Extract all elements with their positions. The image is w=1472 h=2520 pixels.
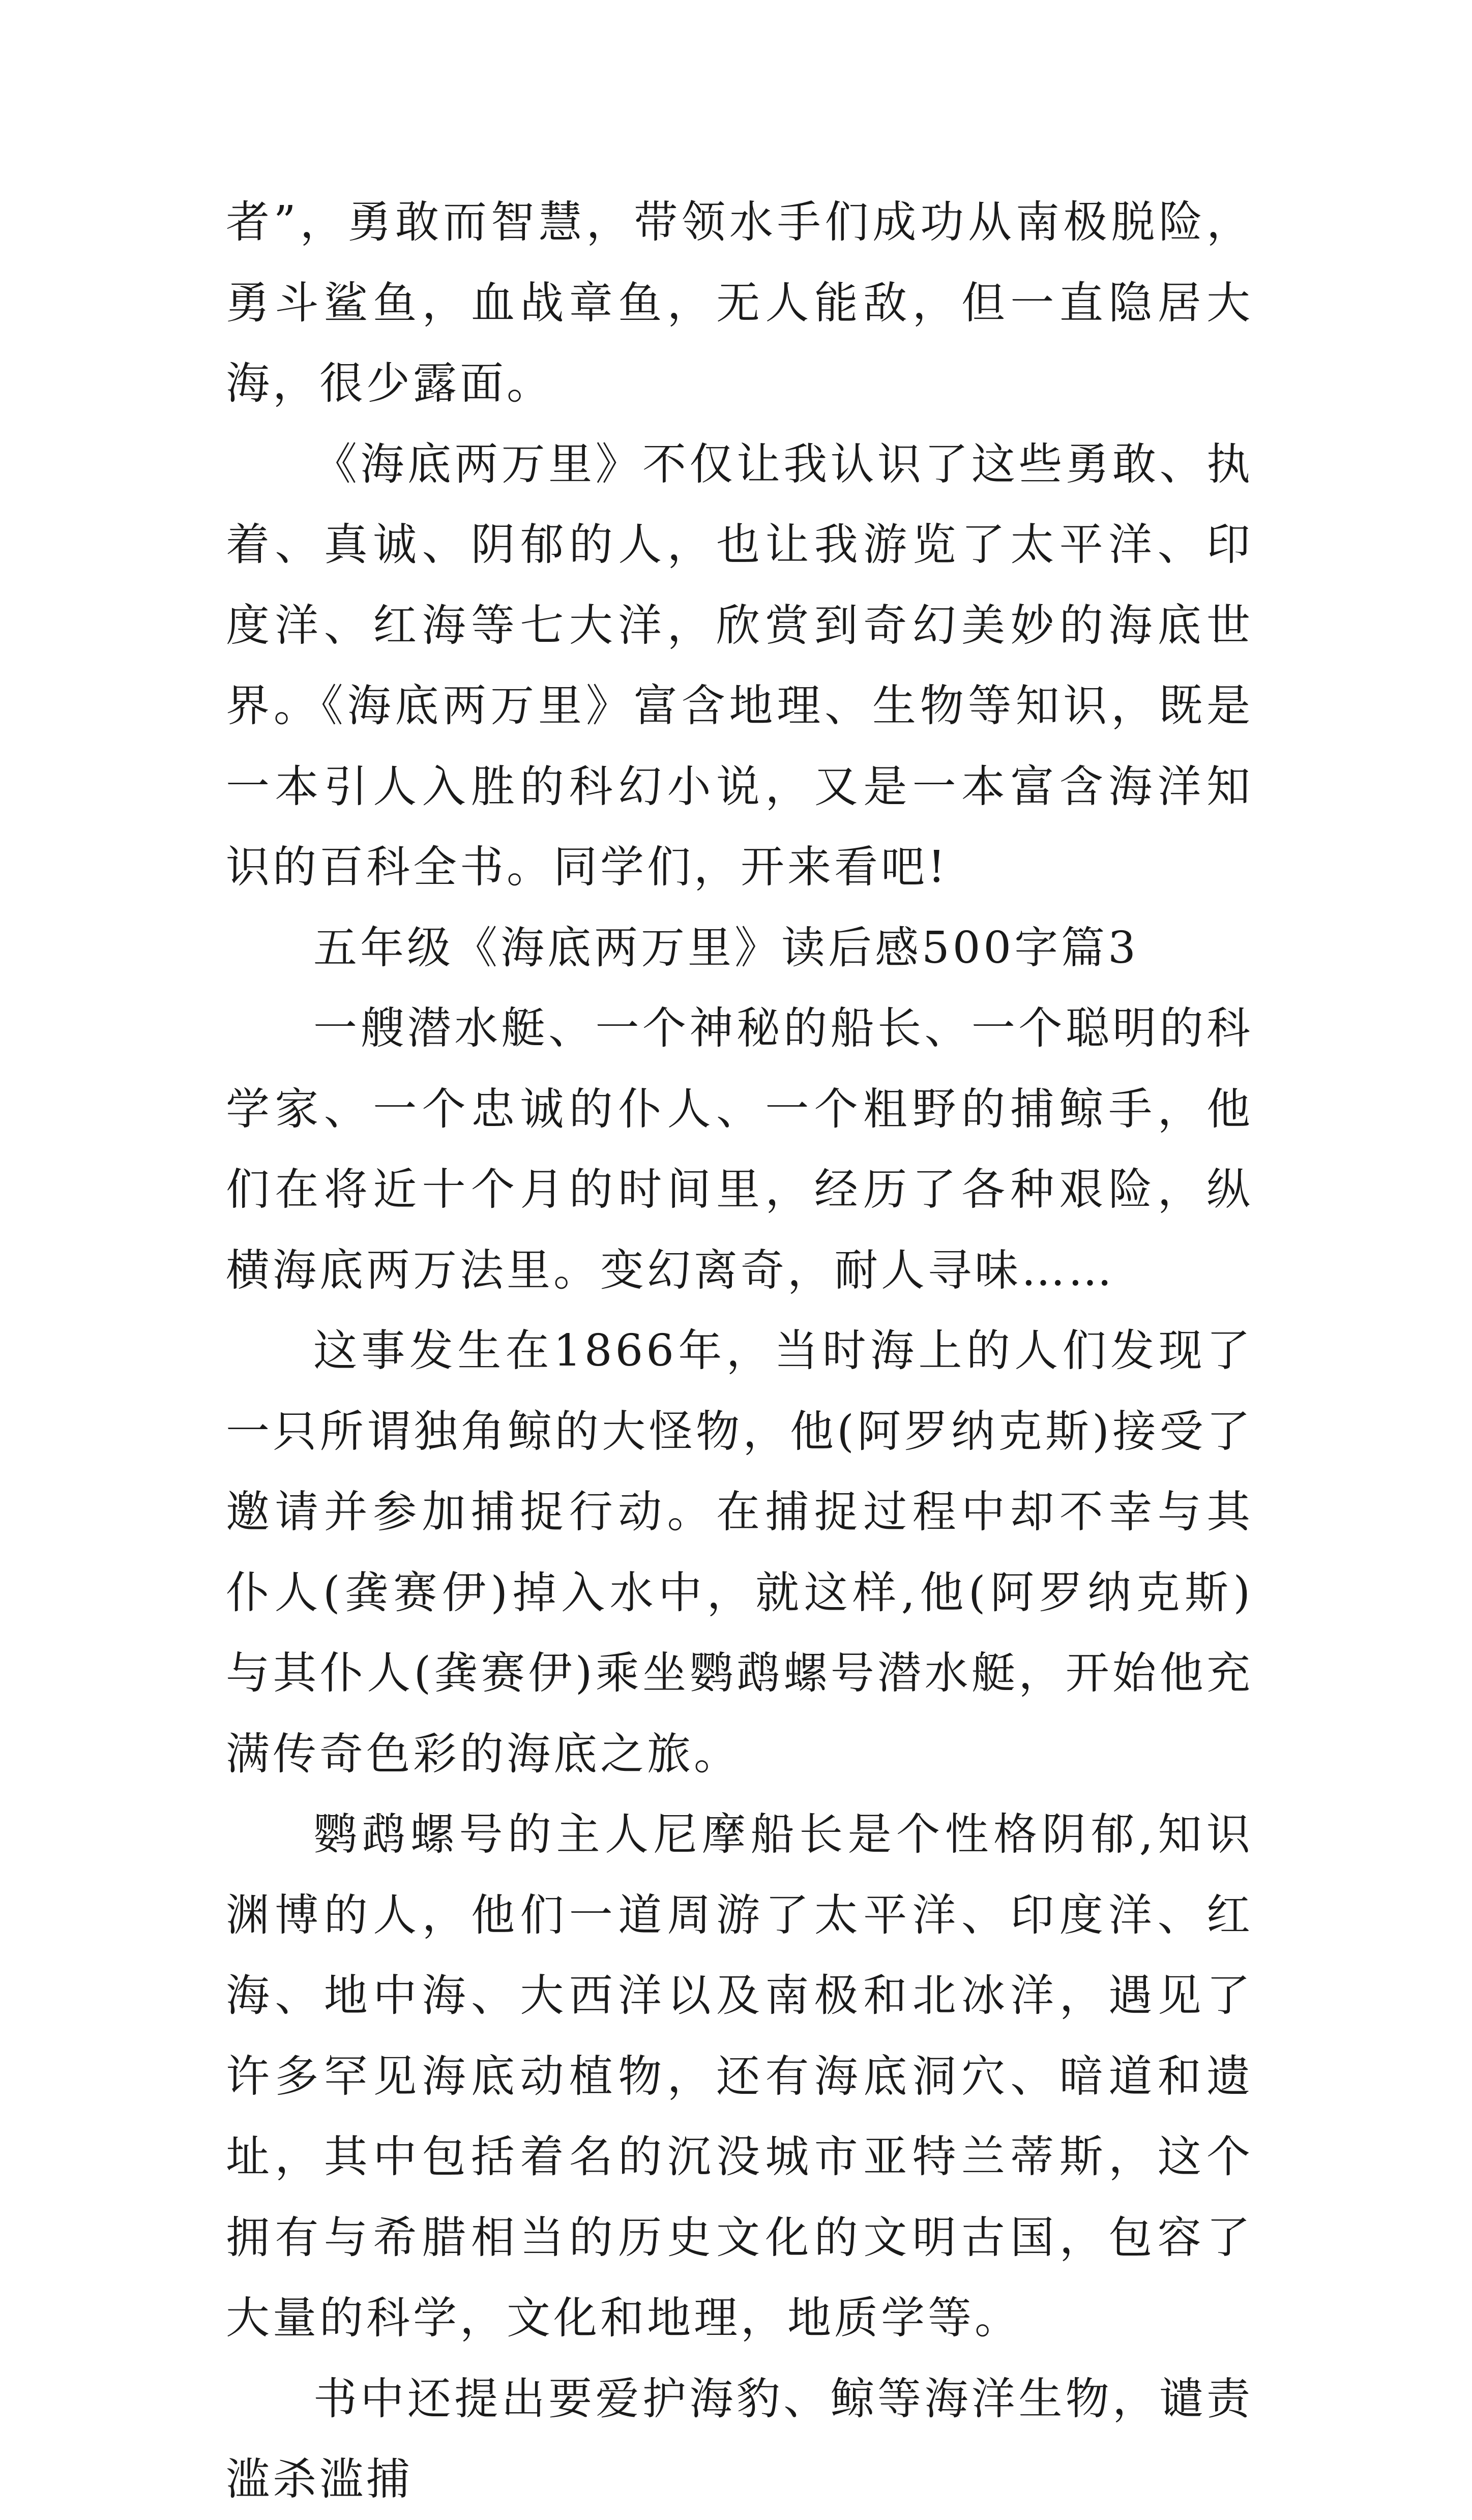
paragraph-6: 书中还提出要爱护海豹、鲸等海洋生物，谴责滥杀滥捕 — [226, 2373, 1253, 2505]
paragraph-5: 鹦鹉螺号的主人尼摩船长是个性格阴郁,知识渊博的人，他们一道周游了太平洋、印度洋、红海、地中海、大西洋以及南极和北冰洋，遇见了许多罕见海底动植物，还有海底洞穴、暗道和遗址，其中包括着名的沉没城市亚特兰蒂斯，这个拥有与希腊相当的历史文化的文明古国，包容了大量的科学，文化和地理，地质学等。 — [226, 1809, 1253, 2344]
paragraph-2: 《海底两万里》不仅让我认识了这些勇敢、执着、真诚、阴郁的人，也让我游览了太平洋、印度洋、红海等七大洋，欣赏到奇幻美妙的海底世界。《海底两万里》富含地理、生物等知识，既是一本引人入胜的科幻小说，又是一本富含海洋知识的百科全书。同学们，开来看吧! — [226, 438, 1253, 893]
paragraph-1: 者”，勇敢而智慧，带领水手们成功从南极脱险，勇斗鲨鱼，血战章鱼，无人能敌，但一直隐居大海，很少露面。 — [226, 197, 1253, 409]
section-heading: 五年级《海底两万里》读后感500字篇3 — [313, 922, 1139, 973]
paragraph-4: 这事发生在1866年，当时海上的人们发现了一只所谓独角鲸的大怪物，他(阿罗纳克斯)接受了邀请并参加捕捉行动。在捕捉过程中却不幸与其仆人(龚赛伊)掉入水中，就这样,他(阿罗纳克斯)与其仆人(龚赛伊)乘坐鹦鹉螺号潜水艇，开始他充满传奇色彩的海底之旅。 — [226, 1325, 1253, 1780]
body-text — [226, 182, 1253, 2520]
paragraph-3: 一艘潜水艇、一个神秘的船长、一个聪明的科学家、一个忠诚的仆人、一个粗野的捕鲸手，他们在将近十个月的时间里，经历了各种艰险，纵横海底两万法里。变幻离奇，耐人寻味…… — [226, 1003, 1253, 1296]
